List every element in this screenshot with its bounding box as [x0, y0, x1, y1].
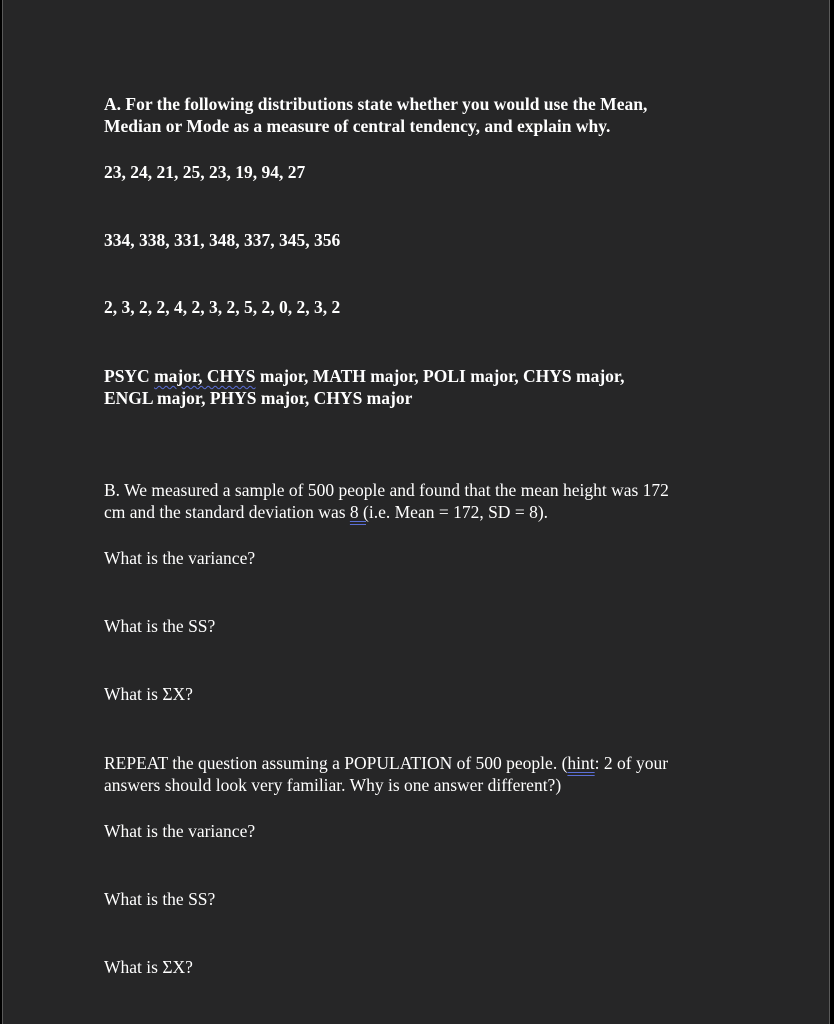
majors-text-c: major, MATH major, POLI major, CHYS major,: [255, 366, 625, 386]
document-page: [2, 0, 830, 1024]
question-repeat-sumx: What is ΣX?: [104, 957, 193, 977]
majors-text-a: PSYC: [104, 366, 155, 386]
majors-line2: ENGL major, PHYS major, CHYS major: [104, 388, 413, 408]
distribution-3: 2, 3, 2, 2, 4, 2, 3, 2, 5, 2, 0, 2, 3, 2: [104, 297, 341, 317]
repeat-text-hint: hint: [567, 753, 595, 773]
intro-text-a: cm and the standard deviation was: [104, 502, 350, 522]
question-b-variance: What is the variance?: [104, 548, 256, 568]
question-repeat-variance: What is the variance?: [104, 821, 256, 841]
question-repeat-ss: What is the SS?: [104, 889, 216, 909]
repeat-text-a: REPEAT the question assuming a POPULATION of 500 people. (: [104, 753, 568, 773]
section-b-intro-line1: B. We measured a sample of 500 people and found that the mean height was 172: [104, 480, 669, 500]
question-b-ss: What is the SS?: [104, 616, 216, 636]
repeat-text-c: : 2 of your: [594, 753, 669, 773]
distribution-1: 23, 24, 21, 25, 23, 19, 94, 27: [104, 162, 306, 182]
section-b-intro-line2: [104, 501, 548, 523]
intro-text-b-grammar: 8 (: [349, 502, 369, 522]
section-a-heading-line2: Median or Mode as a measure of central tendency, and explain why.: [104, 116, 611, 136]
repeat-line2: answers should look very familiar. Why is one answer different?): [104, 775, 562, 795]
question-b-sumx: What is ΣX?: [104, 684, 193, 704]
repeat-line1: [104, 752, 668, 774]
distribution-2: 334, 338, 331, 348, 337, 345, 356: [104, 230, 341, 250]
section-a-heading-line1: A. For the following distributions state whether you would use the Mean,: [104, 94, 648, 114]
intro-text-c: i.e. Mean = 172, SD = 8).: [368, 502, 549, 522]
majors-text-b-spellcheck: major, CHYS: [154, 366, 256, 386]
majors-line1: [104, 365, 624, 387]
